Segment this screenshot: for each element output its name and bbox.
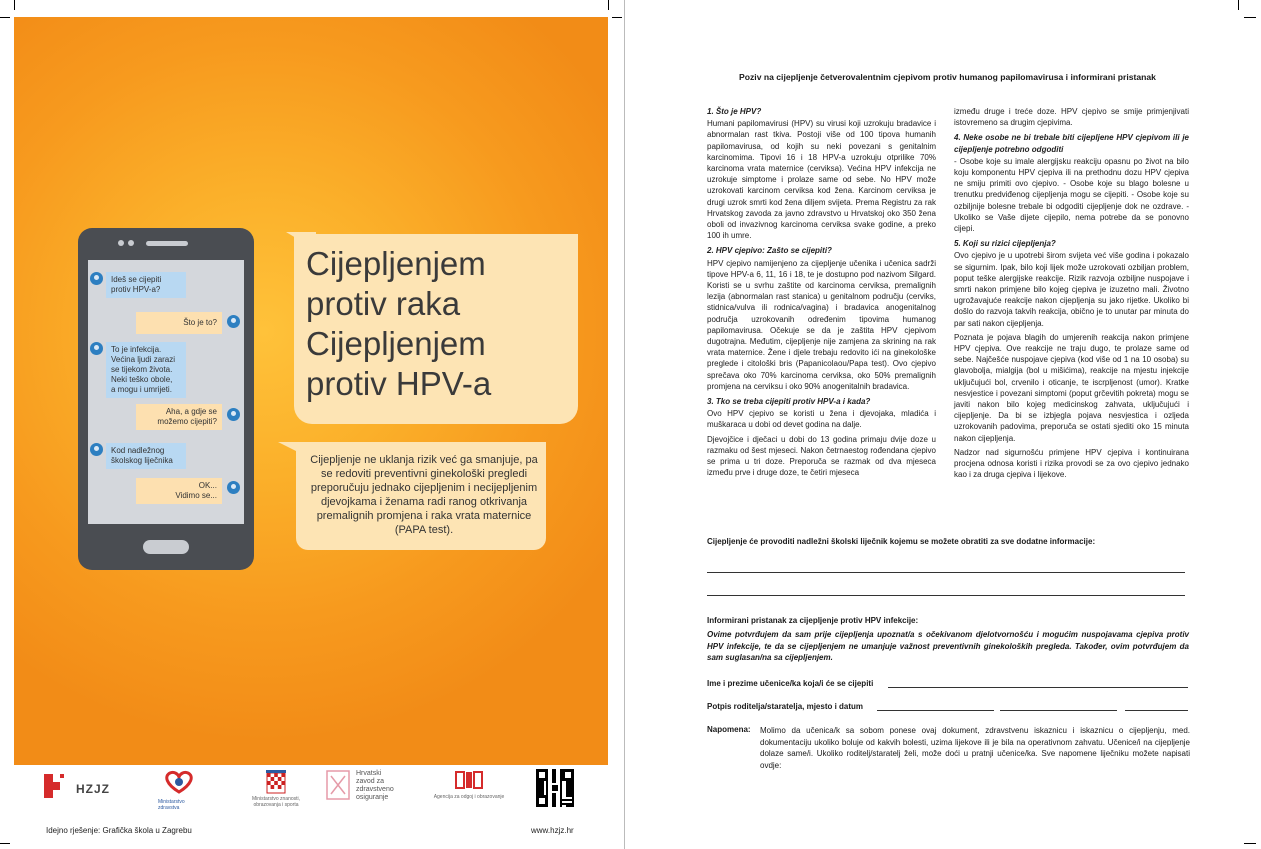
- ministry-education-logo: [246, 770, 306, 808]
- section-text: - Osobe koje su imale alergijsku reakciju opasnu po život na bilo koju komponentu HPV cjepiva ili na prethodnu dozu HPV cjepiva ne smiju primiti ovo cjepivo. - Osobe koje su blago bolesne u trenutku predviđenog cijepljenja mogu se cijepiti. - Osobe koje su ozbiljnije bolesne trebale bi odgoditi cijepljenje dok ne ozdrave. - Ukoliko se Vaše dijete cijepilo, nema potrebe da se ponovno cijepi.: [954, 156, 1189, 234]
- chat-message: To je infekcija. Većina ljudi zarazi se tijekom života. Neki teško obole, a mogu i umrijeti.: [106, 342, 186, 398]
- hzjz-mark-icon: [44, 774, 64, 798]
- place-field[interactable]: [1000, 710, 1117, 711]
- contact-info-line[interactable]: [707, 572, 1185, 573]
- heart-logo-icon: [162, 770, 196, 794]
- contact-info-label: Cijepljenje će provoditi nadležni školski liječnik kojemu se možete obratiti za sve dodatne informacije:: [707, 537, 1096, 546]
- qr-code[interactable]: [536, 769, 574, 807]
- note-text: Molimo da učenica/k sa sobom ponese ovaj dokument, zdravstvenu iskaznicu i iskaznicu o cijepljenju, med. dokumentaciju ukoliko boluje od kakvih bolesti, uzima lijekove ili je bila na operativnom zahvatu. Učenice/i na cijepljenje dolaze same/i. Ukoliko roditelj/staratelj želi, može doći u pratnji učenice/ka. Sve napomene liječniku možete napisati ovdje:: [760, 726, 1190, 770]
- section-heading: 5. Koji su rizici cijepljenja?: [954, 239, 1056, 249]
- user-avatar-icon: [90, 443, 103, 456]
- ministry-health-logo: [158, 770, 202, 811]
- headline-line: protiv raka: [306, 285, 461, 322]
- user-avatar-icon: [90, 272, 103, 285]
- document-title: Poziv na cijepljenje četverovalentnim cjepivom protiv humanog papilomavirusa i informirani pristanak: [739, 72, 1156, 82]
- right-column: [954, 106, 1189, 484]
- logos-row: [14, 766, 608, 816]
- student-name-label: Ime i prezime učenice/ka koja/i će se cijepiti: [707, 679, 874, 688]
- website-link[interactable]: www.hzjz.hr: [531, 826, 574, 835]
- ministry-education-text: Ministarstvo znanosti, obrazovanja i sporta: [251, 796, 301, 808]
- crop-mark: [0, 843, 10, 844]
- poster-subtext: Cijepljenje ne uklanja rizik već ga smanjuje, pa se redoviti preventivni ginekološki pregledi preporučuju jednako cijepljenim i necijepljenim djevojkama i ženama radi ranog otkrivanja premalignih promjena i raka vrata maternice (PAPA test).: [310, 454, 538, 536]
- section-text: Poznata je pojava blagih do umjerenih reakcija nakon primjene HPV cjepiva. Ove reakcije ne traju dugo, te prolaze same od sebe. Najčešće nuspojave cjepiva (kod više od 1 na 10 osoba) su glavobolja, mialgija (bol u mišićima), reakcije na mjestu injekcije uključujući bol, crvenilo i oticanje, te iscrpljenost (umor). Kratke nesvjestice i povezani simptomi (poput grčevitih pokreta) mogu se javiti nakon bilo kojeg medicinskog zahvata, uključujući i cijepljenje. Da bi se izbjegla pojava nesvjestica i ozljeda uzrokovanih padovima, preporuča se ostati sjediti oko 15 minuta nakon cijepljenja.: [954, 332, 1189, 443]
- crop-mark: [612, 17, 622, 18]
- phone-home-button: [143, 540, 189, 554]
- consent-statement: Ovime potvrđujem da sam prije cijepljenja upoznat/a s očekivanom djelotvornošću i mogućim nuspojavama cjepiva protiv HPV infekcije, te da se cijepljenjem ne umanjuje važnost preventivnih ginekoloških pregleda. Također, ovim potvrđujem da sam suglasan/na sa cijepljenjem.: [707, 630, 1189, 662]
- hzzo-mark-icon: [326, 770, 350, 800]
- note-label: Napomena:: [707, 725, 751, 734]
- crop-mark: [1244, 17, 1256, 18]
- chat-message: Kod nadležnog školskog liječnika: [106, 443, 186, 469]
- section-heading: 1. Što je HPV?: [707, 107, 762, 116]
- left-column: [707, 106, 936, 482]
- section-text: Ovo HPV cjepivo se koristi u žena i djevojaka, mladića i muškaraca u dobi od devet godina na dalje.: [707, 409, 936, 430]
- chat-message: Što je to?: [136, 312, 222, 334]
- agency-mark-icon: [454, 770, 484, 790]
- section-text: Djevojčice i dječaci u dobi do 13 godina primaju dvije doze u razmaku od šest mjeseci. Nakon četrnaestog rođendana cjepivo se prima u tri doze. Preporuča se razmak od dva mjeseca između prve i druge doze, te četiri mjeseca: [707, 434, 936, 478]
- hzzo-logo: [326, 770, 394, 805]
- phone-screen: [88, 260, 244, 524]
- student-name-field[interactable]: [888, 687, 1188, 688]
- section-text: Ovo cjepivo je u upotrebi širom svijeta već više godina i pokazalo se sigurnim. Ipak, bilo koji lijek može uzrokovati ozbiljan problem, poput teške alergijske reakcije. Rizik razvoja ozbiljne nuspojave i smrti nakon primjene bilo kojeg cjepiva je izuzetno mali. Životno ugrožavajuće reakcije nakon cijepljenja su jako rijetke. Ukoliko bi došlo do razvoja takvih reakcija, obično je to unutar par minuta do par sati nakon cijepljenja.: [954, 251, 1189, 328]
- agency-text: Agencija za odgoj i obrazovanje: [433, 794, 505, 800]
- hzzo-text: Hrvatski zavod za zdravstveno osiguranje: [356, 770, 394, 801]
- section-text: HPV cjepivo namijenjeno za cijepljenje učenika i učenica sadrži tipove HPV-a 6, 11, 16 i 18, te je dostupno pod nazivom Silgard. Koristi se u svrhu zaštite od karcinoma cerviksa, premalignih lezija (abnormalan rast stanica) u genitalnom području (cerviks, stidnica/vulva ili rodnica/vagina) i bradavica anogenitalnog područja uzrokovanih određenim tipovima humanog papilomavirusa. Očekuje se da je zaštita HPV cjepivom dugotrajna. Međutim, cijepljenje nije zamjena za skrining na rak vrata maternice. Žene i djele trebaju redovito ići na ginekološke preglede i citološki bris (Papanicolaou/Papa test). Ovo cjepivo sprečava oko 70% karcinoma cerviksa, oko 50% premalignih promjena na cerviksu i oko 90% anogenitalnih bradavica.: [707, 258, 936, 391]
- contact-info-line[interactable]: [707, 595, 1185, 596]
- section-heading: 4. Neke osobe ne bi trebale biti cijepljene HPV cjepivom ili je cijepljenje potrebno odgoditi: [954, 133, 1189, 154]
- hzjz-logo-text: HZJZ: [76, 782, 110, 796]
- section-text: između druge i treće doze. HPV cjepivo se smije primjenjivati istovremeno sa drugim cjepivima.: [954, 107, 1189, 128]
- headline-line: protiv HPV-a: [306, 365, 492, 402]
- subtext-bubble: [296, 442, 546, 550]
- user-avatar-icon: [227, 315, 240, 328]
- phone-camera-dot: [128, 240, 134, 246]
- poster-credit: Idejno rješenje: Grafička škola u Zagrebu: [46, 826, 192, 835]
- phone-illustration: [78, 228, 254, 570]
- crop-mark: [0, 17, 10, 18]
- chat-message: Aha, a gdje se možemo cijepiti?: [136, 404, 222, 430]
- croatian-coat-of-arms-icon: [266, 770, 286, 794]
- consent-title: Informirani pristanak za cijepljenje protiv HPV infekcije:: [707, 616, 919, 625]
- poster: [14, 17, 608, 765]
- hzjz-logo: [44, 774, 110, 803]
- ministry-health-text: Ministarstvo zdravstva: [158, 799, 185, 811]
- headline-line: Cijepljenjem: [306, 245, 486, 282]
- agency-logo: [432, 770, 506, 800]
- crop-mark: [14, 0, 15, 10]
- section-text: Humani papilomavirusi (HPV) su virusi koji uzrokuju bradavice i abnormalan rast tkiva. Postoji više od 100 tipova humanih papilomavirusa, od kojih su neki povezani s genitalnim karcinomima. Tipovi 16 i 18 HPV-a uzrokuju otprilike 70% karcinoma vrata maternice (cerviksa). Većina HPV infekcija ne uzrokuje simptome i prolaze same od sebe. No HPV može uzrokovati karcinom cerviksa kod žena. Karcinom cerviksa je drugi uzrok smrti kod žena diljem svijeta. Prema Registru za rak Hrvatskog zavoda za javno zdravstvo u Hrvatskoj oko 350 žena oboli od invazivnog karcinoma cerviksa svake godine, a preko 100 ih umre.: [707, 119, 936, 241]
- user-avatar-icon: [227, 481, 240, 494]
- user-avatar-icon: [227, 408, 240, 421]
- page-divider: [624, 0, 625, 849]
- headline-line: Cijepljenjem: [306, 325, 486, 362]
- phone-speaker: [146, 241, 188, 246]
- chat-message: Ideš se cijepiti protiv HPV-a?: [106, 272, 186, 298]
- parent-signature-field[interactable]: [877, 710, 994, 711]
- user-avatar-icon: [90, 342, 103, 355]
- phone-camera-dot: [118, 240, 124, 246]
- crop-mark: [1244, 843, 1256, 844]
- headline: [306, 244, 491, 404]
- chat-message: OK... Vidimo se...: [136, 478, 222, 504]
- crop-mark: [608, 0, 609, 10]
- section-heading: 2. HPV cjepivo: Zašto se cijepiti?: [707, 246, 832, 256]
- section-heading: 3. Tko se treba cijepiti protiv HPV-a i kada?: [707, 397, 871, 407]
- date-field[interactable]: [1125, 710, 1188, 711]
- headline-bubble: [294, 234, 578, 424]
- section-text: Nadzor nad sigurnošću primjene HPV cjepiva i kontinuirana procjena odnosa koristi i rizika provodi se za ovo cjepivo jednako kao i za druga cjepiva i lijekove.: [954, 447, 1189, 480]
- parent-signature-label: Potpis roditelja/staratelja, mjesto i datum: [707, 702, 864, 711]
- crop-mark: [1238, 0, 1239, 10]
